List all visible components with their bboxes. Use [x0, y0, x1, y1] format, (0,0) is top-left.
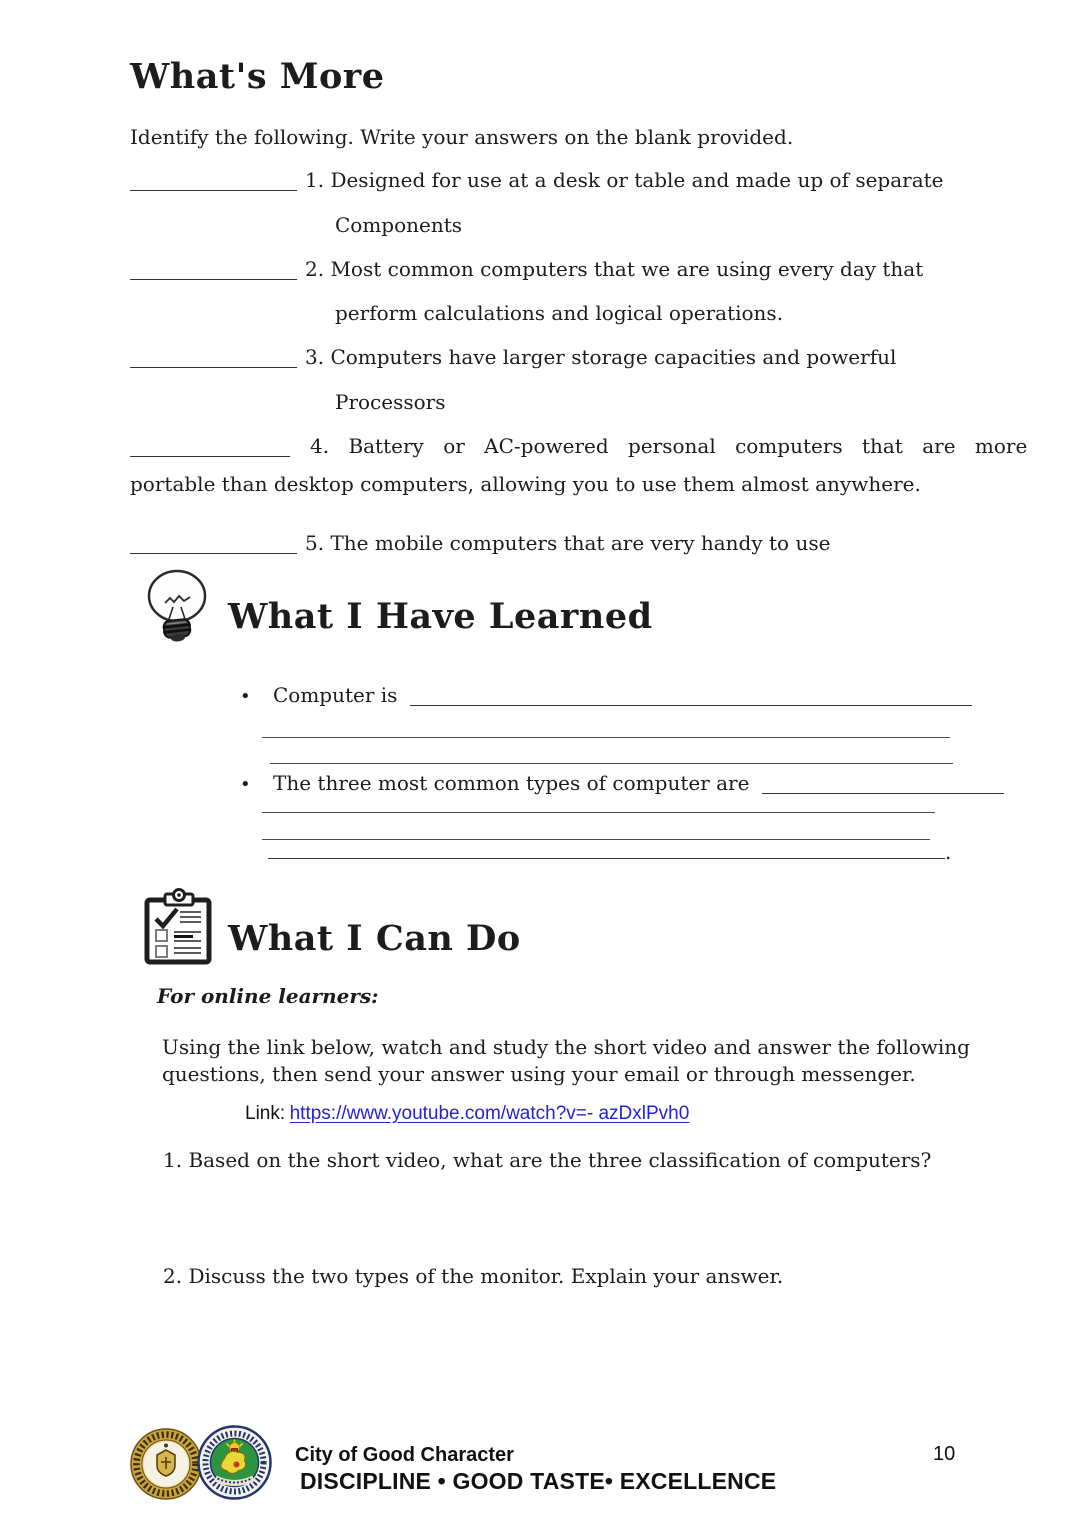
list-item-2-text: 2. Most common computers that we are using every day that: [305, 257, 924, 281]
lightbulb-icon: [138, 567, 216, 651]
list-item-3-text: 3. Computers have larger storage capacities and powerful: [305, 345, 897, 369]
list-item-4-cont: portable than desktop computers, allowing you to use them almost anywhere.: [130, 472, 921, 496]
youtube-link[interactable]: https://www.youtube.com/watch?v=- azDxlPvh0: [289, 1103, 690, 1124]
link-label: Link:: [245, 1103, 286, 1124]
checklist-clipboard-icon: [137, 888, 221, 972]
instruction-text: Identify the following. Write your answers on the blank provided.: [130, 125, 794, 149]
whats-more-title: What's More: [130, 56, 385, 97]
marikina-city-seal: [197, 1425, 272, 1504]
answer-line[interactable]: [262, 812, 935, 813]
answer-blank-1[interactable]: [130, 190, 297, 191]
question-1: 1. Based on the short video, what are the three classification of computers?: [163, 1148, 932, 1172]
learned-answer-blank-1[interactable]: [410, 705, 972, 706]
period-text: .: [945, 840, 952, 864]
answer-blank-3[interactable]: [130, 367, 297, 368]
list-item-2-cont: perform calculations and logical operations.: [335, 301, 784, 325]
link-row: [245, 1103, 689, 1125]
answer-blank-2[interactable]: [130, 279, 297, 280]
list-item-1-cont: Components: [335, 213, 463, 237]
school-seal: [130, 1428, 202, 1504]
learned-answer-blank-2[interactable]: [762, 793, 1004, 794]
answer-line[interactable]: [270, 763, 953, 764]
what-i-can-do-title: What I Can Do: [228, 918, 521, 959]
answer-line[interactable]: [268, 858, 945, 859]
answer-blank-5[interactable]: [130, 553, 297, 554]
list-item-4-text: 4. Battery or AC-powered personal computers that are more: [310, 434, 1028, 458]
list-item-3-cont: Processors: [335, 390, 446, 414]
list-item-3: [130, 345, 896, 369]
for-online-learners-label: For online learners:: [157, 984, 379, 1008]
list-item-5-text: 5. The mobile computers that are very handy to use: [305, 531, 831, 555]
bullet-marker: •: [240, 686, 251, 707]
instructions-paragraph: Using the link below, watch and study the short video and answer the following questions, then send your answer using your email or through messenger.: [162, 1035, 970, 1086]
footer-motto-line1: City of Good Character: [295, 1444, 514, 1466]
footer-motto-line2: DISCIPLINE • GOOD TASTE• EXCELLENCE: [300, 1468, 777, 1494]
list-item-5: [130, 531, 830, 555]
answer-line[interactable]: [262, 737, 950, 738]
learned-bullet-1-label: Computer is: [273, 683, 398, 707]
learned-bullet-1: [240, 683, 972, 707]
list-item-1: [130, 168, 944, 192]
answer-line-with-period: [268, 840, 951, 864]
bullet-marker: •: [240, 774, 251, 795]
answer-blank-4[interactable]: [130, 456, 290, 457]
list-item-1-text: 1. Designed for use at a desk or table and made up of separate: [305, 168, 944, 192]
list-item-4: [130, 434, 1027, 458]
what-i-have-learned-title: What I Have Learned: [228, 596, 653, 637]
learned-bullet-2: [240, 771, 1004, 795]
learned-bullet-2-label: The three most common types of computer are: [273, 771, 750, 795]
page-number: 10: [933, 1443, 956, 1465]
list-item-2: [130, 257, 923, 281]
question-2: 2. Discuss the two types of the monitor. Explain your answer.: [163, 1264, 784, 1288]
